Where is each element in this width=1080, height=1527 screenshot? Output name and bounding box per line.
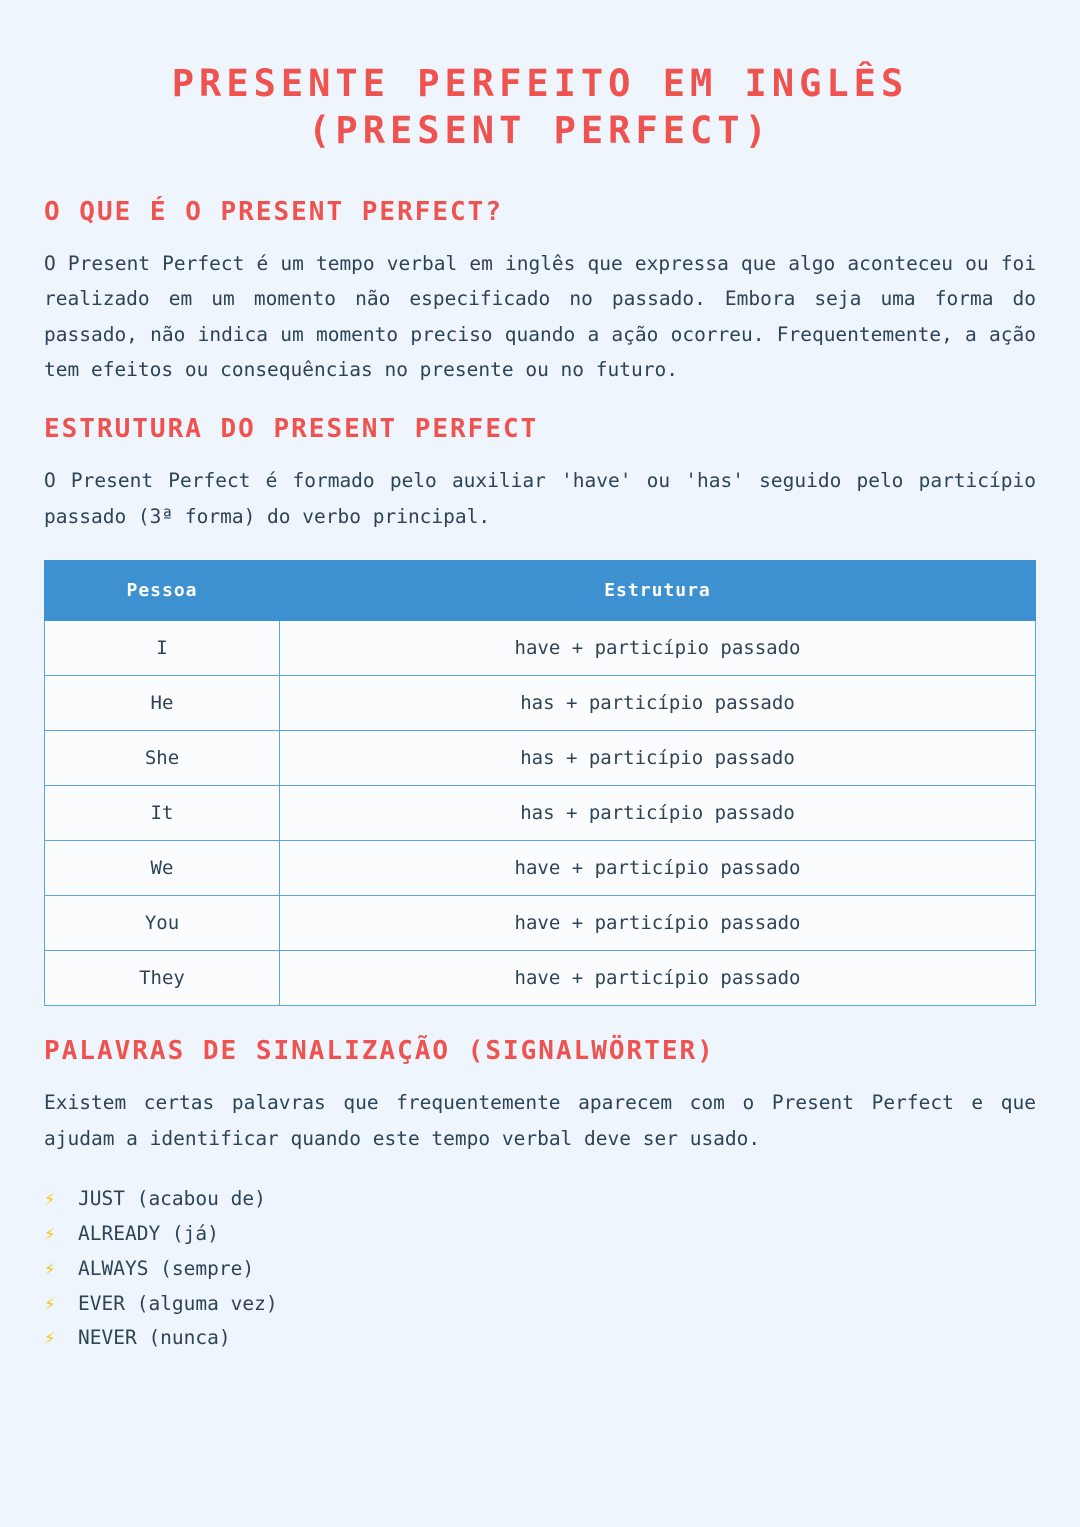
table-cell-person: He [45, 676, 280, 731]
list-item [44, 1252, 1036, 1287]
table-row [45, 786, 1036, 841]
section-paragraph-structure: O Present Perfect é formado pelo auxiliar 'have' ou 'has' seguido pelo particípio passado (3ª forma) do verbo principal. [44, 469, 1036, 528]
list-item [44, 1321, 1036, 1356]
signal-words-list [44, 1182, 1036, 1356]
table-cell-structure: have + particípio passado [280, 621, 1036, 676]
table-row [45, 841, 1036, 896]
signal-word-label: NEVER (nunca) [78, 1326, 231, 1350]
bolt-icon: ⚡ [44, 1188, 56, 1211]
section-heading-signal-words: PALAVRAS DE SINALIZAÇÃO (SIGNALWÖRTER) [44, 1036, 715, 1066]
table-row [45, 676, 1036, 731]
table-cell-person: I [45, 621, 280, 676]
table-cell-person: They [45, 951, 280, 1006]
table-cell-structure: has + particípio passado [280, 731, 1036, 786]
list-item [44, 1217, 1036, 1252]
table-row [45, 896, 1036, 951]
section-heading-what-is: O QUE É O PRESENT PERFECT? [44, 196, 503, 227]
table-cell-structure: has + particípio passado [280, 676, 1036, 731]
table-header-person: Pessoa [45, 561, 280, 621]
table-row [45, 951, 1036, 1006]
bolt-icon: ⚡ [44, 1222, 56, 1245]
table-cell-person: It [45, 786, 280, 841]
bolt-icon: ⚡ [44, 1257, 56, 1280]
table-cell-person: You [45, 896, 280, 951]
table-cell-structure: have + particípio passado [280, 896, 1036, 951]
list-item [44, 1287, 1036, 1322]
table-row [45, 621, 1036, 676]
table-cell-structure: have + particípio passado [280, 841, 1036, 896]
bolt-icon: ⚡ [44, 1327, 56, 1350]
table-cell-person: We [45, 841, 280, 896]
signal-word-label: ALWAYS (sempre) [78, 1256, 255, 1280]
structure-table [44, 560, 1036, 1006]
table-cell-person: She [45, 731, 280, 786]
section-paragraph-signal-words: Existem certas palavras que frequentemente aparecem com o Present Perfect e que ajudam a identificar quando este tempo verbal deve ser usado. [44, 1091, 1036, 1150]
list-item [44, 1182, 1036, 1217]
table-cell-structure: has + particípio passado [280, 786, 1036, 841]
signal-word-label: EVER (alguma vez) [78, 1291, 278, 1315]
page-title: PRESENTE PERFEITO EM INGLÊS (PRESENT PERFECT) [171, 62, 909, 153]
section-paragraph-what-is: O Present Perfect é um tempo verbal em inglês que expressa que algo aconteceu ou foi realizado em um momento não especificado no passado. Embora seja uma forma do passado, não indica um momento preciso quando a ação ocorreu. Frequentemente, a ação tem efeitos ou consequências no presente ou no futuro. [44, 251, 1036, 382]
bolt-icon: ⚡ [44, 1292, 56, 1315]
table-header-structure: Estrutura [280, 561, 1036, 621]
section-heading-structure: ESTRUTURA DO PRESENT PERFECT [44, 413, 539, 444]
signal-word-label: JUST (acabou de) [78, 1187, 266, 1211]
table-header-row [45, 561, 1036, 621]
signal-word-label: ALREADY (já) [78, 1221, 219, 1245]
table-row [45, 731, 1036, 786]
table-cell-structure: have + particípio passado [280, 951, 1036, 1006]
